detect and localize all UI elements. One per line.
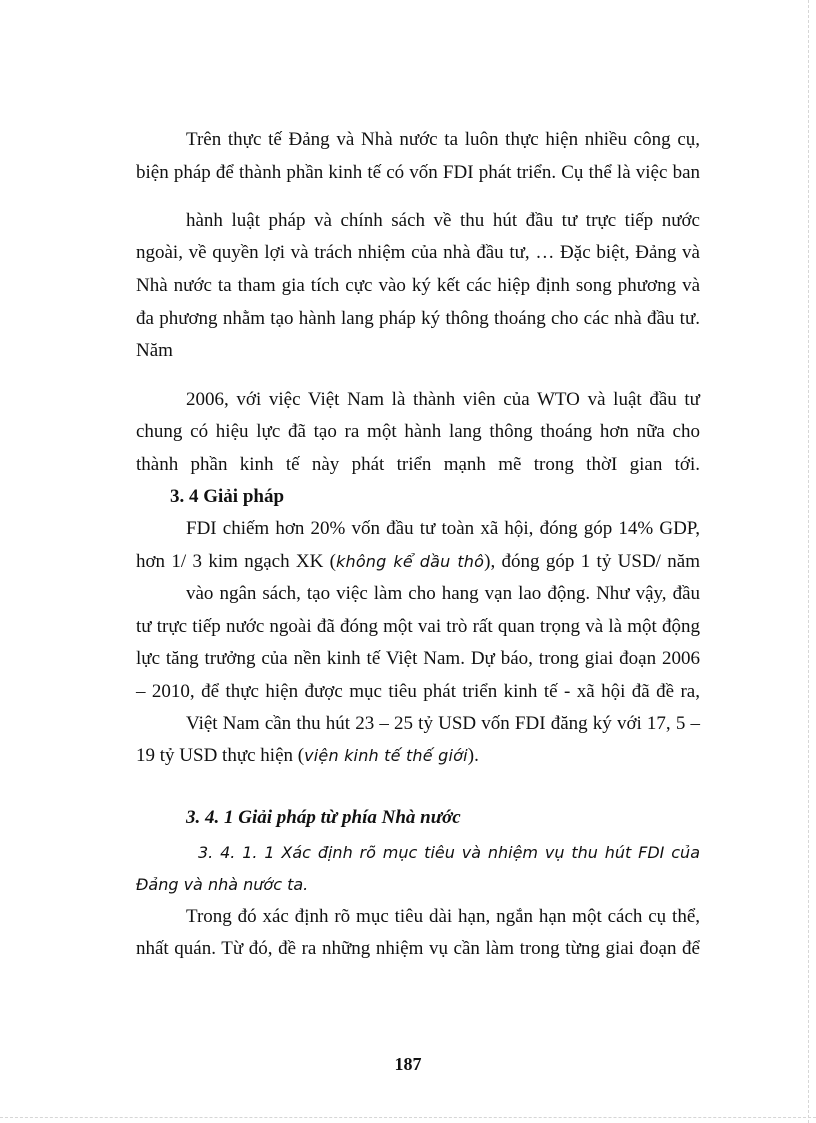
paragraph-line: nhất quán. Từ đó, đề ra những nhiệm vụ cần làm trong từng giai đoạn để — [136, 938, 700, 959]
line-text: hơn 1/ 3 kim ngạch XK ( — [136, 551, 337, 572]
paragraph-line: chung có hiệu lực đã tạo ra một hành lang thông thoáng hơn nữa cho — [136, 421, 700, 442]
paragraph-line: tư trực tiếp nước ngoài đã đóng một vai trò rất quan trọng và là một động — [136, 616, 700, 637]
italic-note: viện kinh tế thế giới — [304, 746, 468, 765]
paragraph-line: Nhà nước ta tham gia tích cực vào ký kết các hiệp định song phương và — [136, 275, 700, 296]
paragraph-line: vào ngân sách, tạo việc làm cho hang vạn lao động. Như vậy, đầu — [186, 583, 700, 604]
italic-note: không kể dầu thô — [336, 552, 485, 571]
paragraph-line: ngoài, về quyền lợi và trách nhiệm của nhà đầu tư, … Đặc biệt, Đảng và — [136, 242, 700, 263]
subsection-heading: 3. 4. 1 Giải pháp từ phía Nhà nước — [186, 807, 461, 828]
paragraph-line: 2006, với việc Việt Nam là thành viên của WTO và luật đầu tư — [186, 389, 700, 410]
sub-subsection-heading: Đảng và nhà nước ta. — [136, 875, 309, 894]
paragraph-line: – 2010, để thực hiện được mục tiêu phát triển kinh tế - xã hội đã đề ra, — [136, 681, 700, 702]
paragraph-line: FDI chiếm hơn 20% vốn đầu tư toàn xã hội, đóng góp 14% GDP, — [186, 518, 700, 539]
paragraph-line: hành luật pháp và chính sách về thu hút đầu tư trực tiếp nước — [186, 210, 700, 231]
sub-subsection-heading: 3. 4. 1. 1 Xác định rõ mục tiêu và nhiệm vụ thu hút FDI của — [198, 843, 700, 862]
paragraph-line: Việt Nam cần thu hút 23 – 25 tỷ USD vốn FDI đăng ký với 17, 5 – — [186, 713, 700, 734]
paragraph-line: Năm — [136, 340, 173, 361]
line-text: ), đóng góp 1 tỷ USD/ năm — [484, 551, 700, 572]
paragraph-line: Trên thực tế Đảng và Nhà nước ta luôn thực hiện nhiều công cụ, — [186, 129, 700, 150]
paragraph-line: thành phần kinh tế này phát triển mạnh mẽ trong thờI gian tới. — [136, 454, 700, 475]
paragraph-line — [136, 551, 700, 573]
page-number: 187 — [394, 1054, 422, 1074]
paragraph-line — [136, 745, 700, 767]
line-text: ). — [467, 745, 479, 766]
paragraph-line: biện pháp để thành phần kinh tế có vốn FDI phát triển. Cụ thể là việc ban — [136, 162, 700, 183]
paragraph-line: lực tăng trưởng của nền kinh tế Việt Nam. Dự báo, trong giai đoạn 2006 — [136, 648, 700, 669]
line-text: 19 tỷ USD thực hiện ( — [136, 745, 305, 766]
paragraph-line: đa phương nhằm tạo hành lang pháp ký thông thoáng cho các nhà đầu tư. — [136, 308, 700, 329]
page-edge-bottom — [0, 1117, 816, 1118]
paragraph-line: Trong đó xác định rõ mục tiêu dài hạn, ngắn hạn một cách cụ thể, — [186, 906, 700, 927]
page-edge-right — [808, 0, 809, 1123]
section-heading: 3. 4 Giải pháp — [170, 486, 285, 507]
